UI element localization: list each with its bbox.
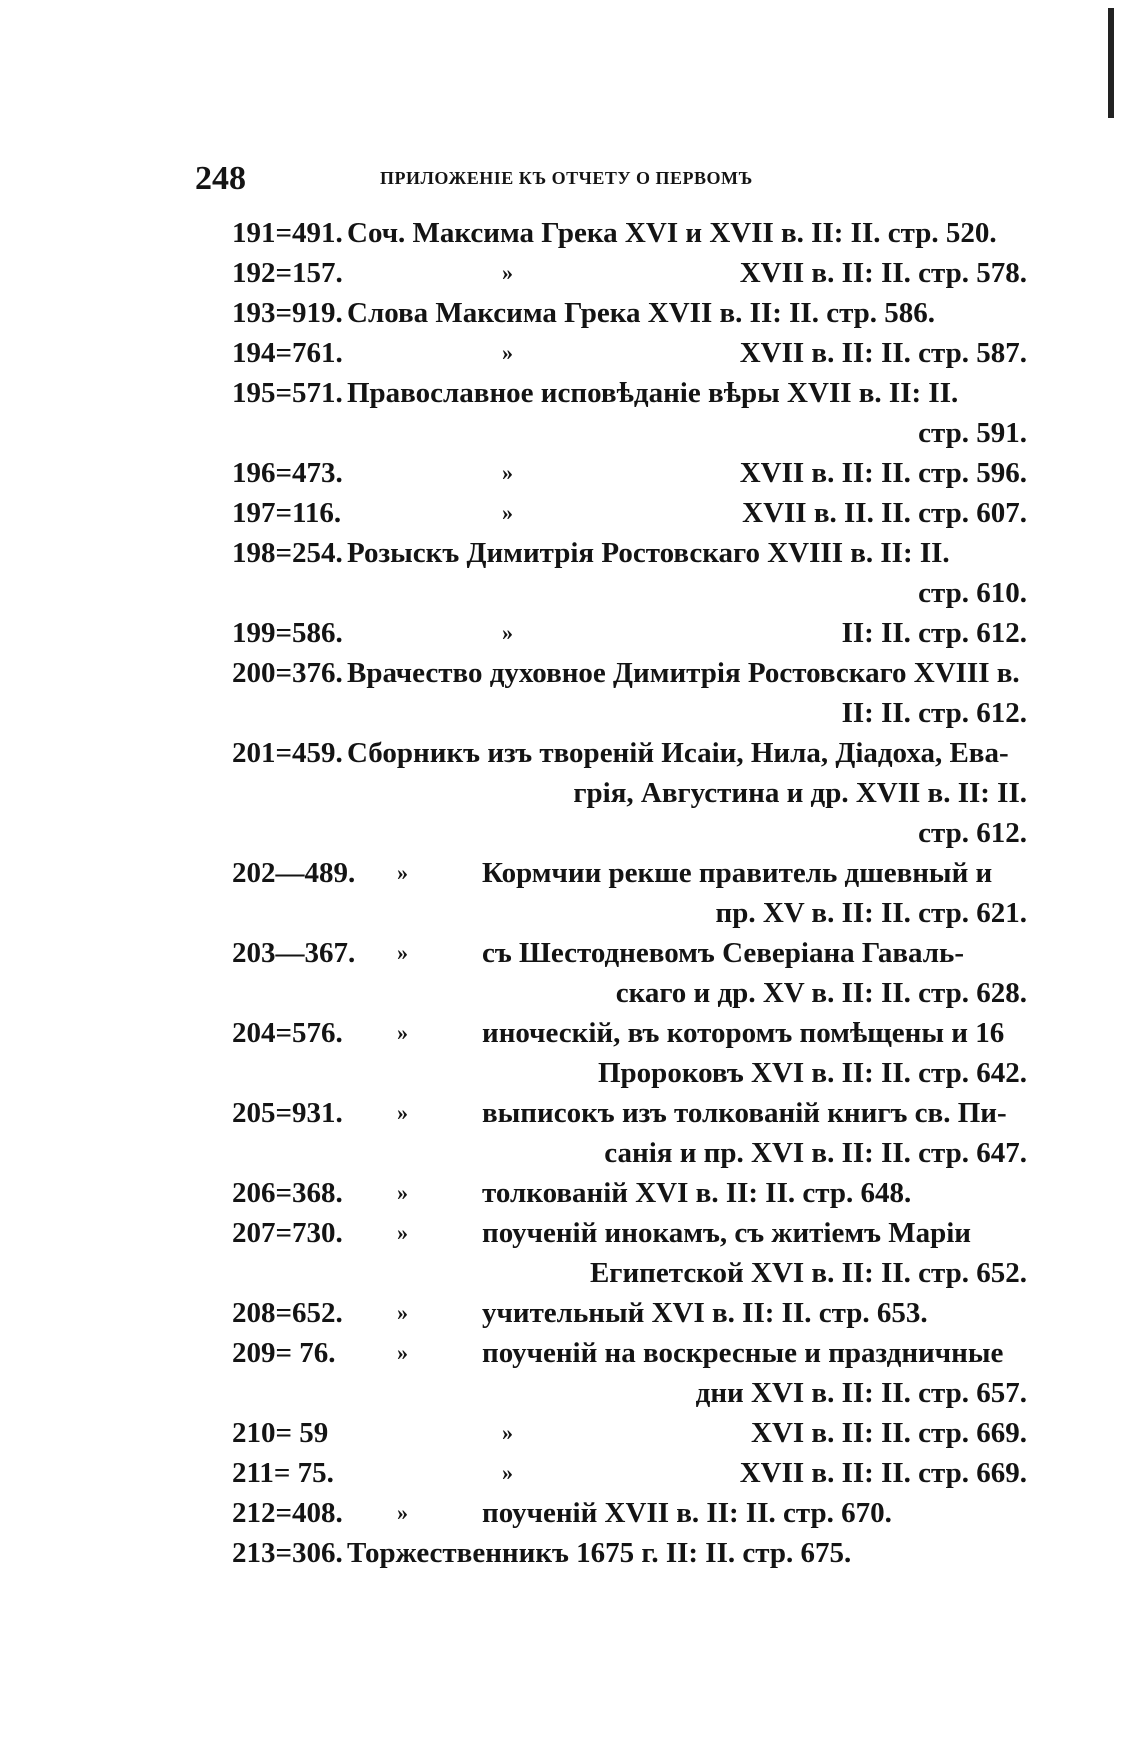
ditto-mark: » xyxy=(502,260,513,285)
entry-line xyxy=(232,853,1027,893)
entry-text: Православное исповѣданіе вѣры XVII в. II: II. xyxy=(347,377,959,409)
ditto-mark: » xyxy=(397,1100,408,1125)
entry-number: 206=368. xyxy=(232,1177,343,1209)
entry-text: Сборникъ изъ твореній Исаіи, Нила, Діадоха, Ева- xyxy=(347,737,1009,769)
catalogue-entry xyxy=(232,1173,1027,1213)
entry-number: 212=408. xyxy=(232,1497,343,1529)
entry-text: стр. 612. xyxy=(918,817,1027,849)
entry-text: II: II. стр. 612. xyxy=(841,617,1027,649)
entry-line xyxy=(232,213,1027,253)
ditto-mark: » xyxy=(397,940,408,965)
entry-line xyxy=(232,253,1027,293)
entry-text: Торжественникъ 1675 г. II: II. стр. 675. xyxy=(347,1537,852,1569)
ditto-mark: » xyxy=(502,1420,513,1445)
entry-line xyxy=(232,1293,1027,1333)
entry-line xyxy=(232,533,1027,573)
entry-text: Слова Максима Грека XVII в. II: II. стр. 586. xyxy=(347,297,936,329)
entry-text: дни XVI в. II: II. стр. 657. xyxy=(695,1377,1027,1409)
catalogue-entry xyxy=(232,533,1027,613)
entry-number: 205=931. xyxy=(232,1097,343,1129)
entry-text: иноческій, въ которомъ помѣщены и 16 xyxy=(482,1017,1005,1049)
catalogue-entry xyxy=(232,853,1027,933)
entry-line xyxy=(232,933,1027,973)
entry-text: XVII в. II: II. стр. 669. xyxy=(739,1457,1027,1489)
entry-line xyxy=(232,333,1027,373)
entry-number: 192=157. xyxy=(232,257,343,289)
ditto-mark: » xyxy=(502,340,513,365)
entry-line xyxy=(232,1093,1027,1133)
entry-text: стр. 591. xyxy=(918,417,1027,449)
entry-number: 202—489. xyxy=(232,857,356,889)
entry-line xyxy=(232,453,1027,493)
catalogue-entry xyxy=(232,293,1027,333)
entry-text: XVII в. II: II. стр. 596. xyxy=(739,457,1027,489)
ditto-mark: » xyxy=(502,500,513,525)
ditto-mark: » xyxy=(397,1300,408,1325)
entry-line xyxy=(232,293,1027,333)
entry-line xyxy=(232,1213,1027,1253)
entry-line xyxy=(232,373,1027,413)
entry-text: учительный XVI в. II: II. стр. 653. xyxy=(482,1297,928,1329)
entry-number: 194=761. xyxy=(232,337,343,369)
entry-number: 199=586. xyxy=(232,617,343,649)
entry-number: 201=459. xyxy=(232,737,343,769)
entry-text: XVI в. II: II. стр. 669. xyxy=(751,1417,1027,1449)
ditto-mark: » xyxy=(502,1460,513,1485)
catalogue-entry xyxy=(232,733,1027,853)
entry-line xyxy=(232,493,1027,533)
catalogue-entry xyxy=(232,933,1027,1013)
entry-number: 196=473. xyxy=(232,457,343,489)
entry-line xyxy=(232,613,1027,653)
entry-number: 191=491. xyxy=(232,217,343,249)
entry-text: санія и пр. XVI в. II: II. стр. 647. xyxy=(604,1137,1027,1169)
catalogue-entry xyxy=(232,1493,1027,1533)
entry-line xyxy=(232,413,1027,453)
entry-text: XVII в. II. II. стр. 607. xyxy=(742,497,1027,529)
entry-line xyxy=(232,693,1027,733)
catalogue-entry xyxy=(232,373,1027,453)
entry-line xyxy=(232,1173,1027,1213)
entry-text: Египетской XVI в. II: II. стр. 652. xyxy=(589,1257,1027,1289)
entry-line xyxy=(232,1413,1027,1453)
entry-text: Врачество духовное Димитрія Ростовскаго XVIII в. xyxy=(347,657,1020,689)
entry-line xyxy=(232,1053,1027,1093)
entry-text: Кормчии рекше правитель дшевный и xyxy=(482,857,993,889)
entry-text: Розыскъ Димитрія Ростовскаго XVIII в. II: II. xyxy=(347,537,950,569)
entry-line xyxy=(232,1373,1027,1413)
entry-number: 198=254. xyxy=(232,537,343,569)
entry-line xyxy=(232,733,1027,773)
catalogue-entry xyxy=(232,613,1027,653)
entry-line xyxy=(232,1333,1027,1373)
entry-number: 195=571. xyxy=(232,377,343,409)
entry-line xyxy=(232,1493,1027,1533)
ditto-mark: » xyxy=(397,860,408,885)
entry-line xyxy=(232,1253,1027,1293)
entry-line xyxy=(232,1533,1027,1573)
entry-text: выписокъ изъ толкованій книгъ св. Пи- xyxy=(482,1097,1007,1129)
catalogue-entry xyxy=(232,1533,1027,1573)
entry-number: 209= 76. xyxy=(232,1337,336,1369)
catalogue-entry xyxy=(232,1093,1027,1173)
entry-line xyxy=(232,813,1027,853)
entry-text: грія, Августина и др. XVII в. II: II. xyxy=(573,777,1027,809)
ditto-mark: » xyxy=(397,1220,408,1245)
entry-text: II: II. стр. 612. xyxy=(841,697,1027,729)
entry-text: XVII в. II: II. стр. 587. xyxy=(739,337,1027,369)
catalogue-entry xyxy=(232,1293,1027,1333)
entry-number: 213=306. xyxy=(232,1537,343,1569)
entry-number: 208=652. xyxy=(232,1297,343,1329)
ditto-mark: » xyxy=(397,1020,408,1045)
entry-line xyxy=(232,1133,1027,1173)
page-number: 248 xyxy=(195,160,246,197)
catalogue-entries xyxy=(232,213,1027,1573)
catalogue-entry xyxy=(232,1413,1027,1453)
entry-text: скаго и др. XV в. II: II. стр. 628. xyxy=(615,977,1027,1009)
catalogue-entry xyxy=(232,653,1027,733)
entry-text: Соч. Максима Грека XVI и XVII в. II: II. стр. 520. xyxy=(347,217,997,249)
ditto-mark: » xyxy=(502,620,513,645)
catalogue-entry xyxy=(232,493,1027,533)
catalogue-entry xyxy=(232,1333,1027,1413)
entry-line xyxy=(232,653,1027,693)
running-title: ПРИЛОЖЕНІЕ КЪ ОТЧЕТУ О ПЕРВОМЪ xyxy=(380,168,753,188)
entry-text: съ Шестодневомъ Северіана Гаваль- xyxy=(482,937,964,969)
ditto-mark: » xyxy=(397,1180,408,1205)
entry-number: 193=919. xyxy=(232,297,343,329)
entry-line xyxy=(232,773,1027,813)
catalogue-entry xyxy=(232,333,1027,373)
catalogue-entry xyxy=(232,1213,1027,1293)
page-header xyxy=(195,160,1015,200)
ditto-mark: » xyxy=(397,1500,408,1525)
entry-line xyxy=(232,1453,1027,1493)
catalogue-entry xyxy=(232,253,1027,293)
entry-number: 207=730. xyxy=(232,1217,343,1249)
entry-number: 203—367. xyxy=(232,937,356,969)
catalogue-entry xyxy=(232,213,1027,253)
entry-number: 211= 75. xyxy=(232,1457,334,1489)
entry-text: XVII в. II: II. стр. 578. xyxy=(739,257,1027,289)
entry-line xyxy=(232,1013,1027,1053)
entry-number: 204=576. xyxy=(232,1017,343,1049)
entry-text: поученій на воскресные и праздничные xyxy=(482,1337,1004,1369)
entry-text: поученій инокамъ, съ житіемъ Маріи xyxy=(482,1217,972,1249)
entry-text: Пророковъ XVI в. II: II. стр. 642. xyxy=(598,1057,1027,1089)
catalogue-entry xyxy=(232,1013,1027,1093)
entry-text: толкованій XVI в. II: II. стр. 648. xyxy=(482,1177,912,1209)
entry-line xyxy=(232,893,1027,933)
entry-text: стр. 610. xyxy=(918,577,1027,609)
entry-line xyxy=(232,573,1027,613)
ditto-mark: » xyxy=(502,460,513,485)
catalogue-entry xyxy=(232,453,1027,493)
entry-number: 200=376. xyxy=(232,657,343,689)
entry-text: пр. XV в. II: II. стр. 621. xyxy=(715,897,1027,929)
catalogue-entry xyxy=(232,1453,1027,1493)
entry-line xyxy=(232,973,1027,1013)
page-edge-line xyxy=(1108,8,1114,118)
entry-number: 197=116. xyxy=(232,497,342,529)
entry-text: поученій XVII в. II: II. стр. 670. xyxy=(482,1497,892,1529)
entry-number: 210= 59 xyxy=(232,1417,329,1449)
ditto-mark: » xyxy=(397,1340,408,1365)
